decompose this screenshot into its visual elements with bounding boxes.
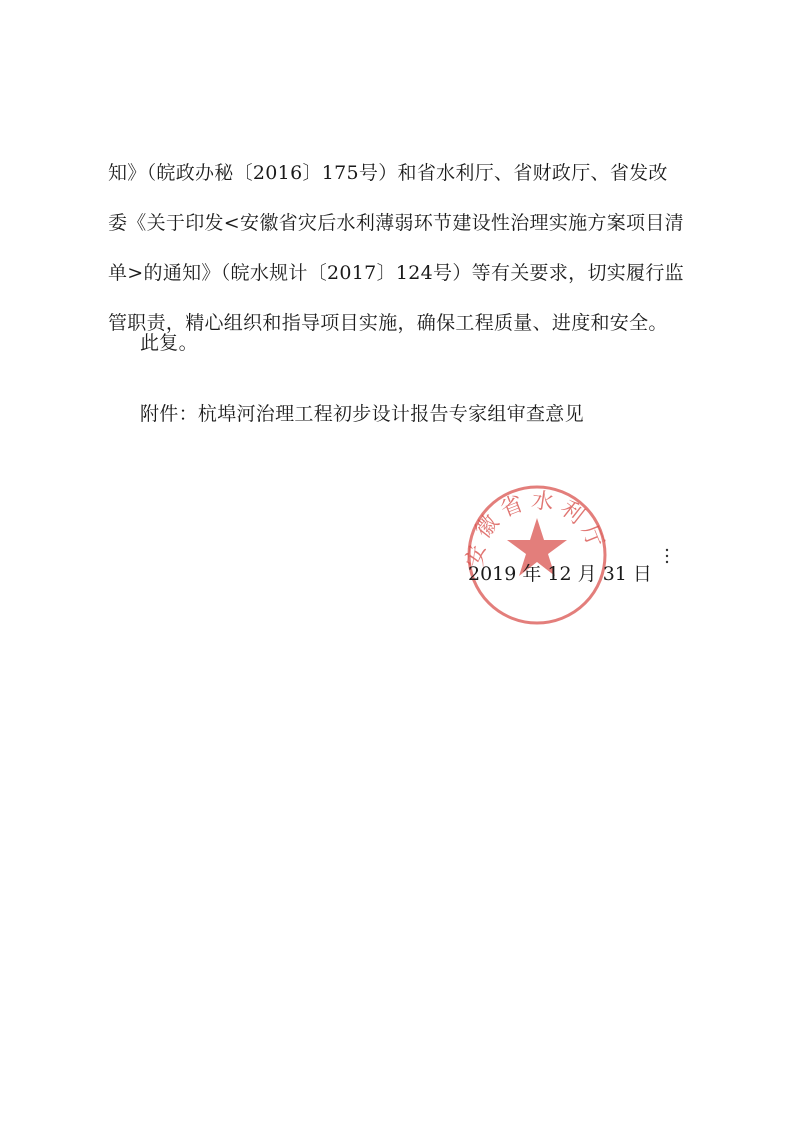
body-line-1: 知》（皖政办秘〔2016〕175号）和省水利厅、省财政厅、省发改	[108, 162, 668, 184]
signature-date: 2019 年 12 月 31 日	[468, 563, 652, 585]
signature-block	[450, 480, 690, 650]
body-line-4: 管职责，精心组织和指导项目实施，确保工程质量、进度和安全。	[108, 312, 668, 334]
attachment-line: 附件：杭埠河治理工程初步设计报告专家组审查意见	[140, 403, 584, 425]
body-line-2: 委《关于印发<安徽省灾后水利薄弱环节建设性治理实施方案项目清	[108, 212, 684, 234]
body-line-3: 单>的通知》（皖水规计〔2017〕124号）等有关要求，切实履行监	[108, 262, 684, 284]
svg-text:安徽省水利厅: 安徽省水利厅	[462, 488, 610, 569]
closing-text: 此复。	[140, 332, 198, 354]
margin-dots-icon	[664, 547, 670, 565]
official-seal-icon	[462, 480, 612, 630]
